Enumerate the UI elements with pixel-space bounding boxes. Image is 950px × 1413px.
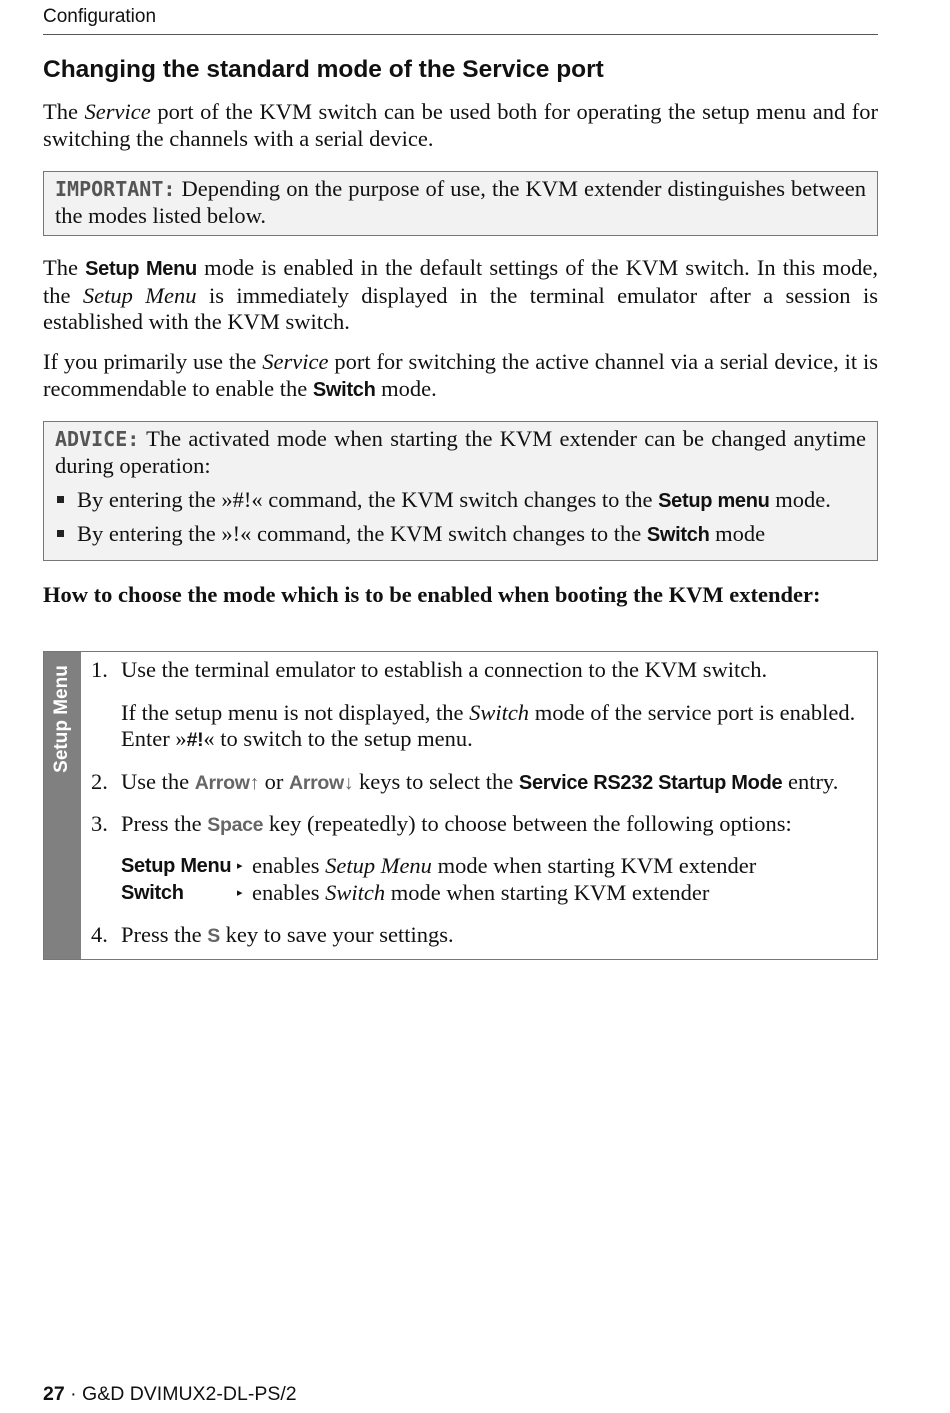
space-key: Space [207,814,264,836]
step-2: 2. Use the Arrow↑ or Arrow↓ keys to select the Service RS232 Startup Mode entry. [91,768,839,794]
option-row: Setup Menu ▸ enables Setup Menu mode when starting KVM extender [121,852,757,878]
switch-term: Switch [312,378,376,401]
option-row: Switch ▸ enables Switch mode when starting KVM extender [121,879,710,905]
step-4: 4. Press the S key to save your settings. [91,921,454,947]
advice-list [55,487,866,548]
howto-heading: How to choose the mode which is to be enabled when booting the KVM extender: [43,582,821,607]
important-text: Depending on the purpose of use, the KVM extender distinguishes between the modes listed below. [55,176,866,228]
arrow-down-key: Arrow↓ [289,771,354,794]
step-3: 3. Press the Space key (repeatedly) to choose between the following options: [91,811,792,836]
bullet-icon [57,496,64,503]
bullet-icon [57,530,64,537]
page-footer: 27 · G&D DVIMUX2-DL-PS/2 [43,1383,297,1405]
steps-box [43,651,878,960]
important-label: IMPORTANT: [55,177,176,201]
steps-list [91,657,871,949]
service-term: Service [84,99,151,124]
list-item: By entering the »!« command, the KVM switch changes to the Switch mode [55,521,866,549]
options-table [91,853,871,907]
intro-paragraph: The Service port of the KVM switch can be used both for operating the setup menu and for switching the channels with a serial device. [43,99,878,151]
step-1-note: If the setup menu is not displayed, the Switch mode of the service port is enabled. Enter »#!« to switch to the setup menu. [121,699,856,751]
advice-label: ADVICE: [55,427,140,451]
s-key: S [207,924,220,947]
advice-note [43,421,878,561]
arrow-right-icon: ▸ [237,859,243,872]
running-header: Configuration [43,6,878,35]
setup-menu-term: Setup Menu [85,258,197,280]
switch-mode-paragraph: If you primarily use the Service port for switching the active channel via a serial device, it is recommendable to enable the Switch mode. [43,349,878,401]
advice-text: The activated mode when starting the KVM extender can be changed anytime during operation: [55,426,866,478]
arrow-up-key: Arrow↑ [194,771,260,794]
product-name: G&D DVIMUX2-DL-PS/2 [82,1383,297,1405]
side-tab [44,652,81,959]
section-title: Changing the standard mode of the Service port [43,56,604,83]
page-number: 27 [43,1383,65,1405]
side-tab-label: Setup Menu [51,665,72,773]
step-1: 1. Use the terminal emulator to establish a connection to the KVM switch. [91,657,768,682]
setup-menu-paragraph: The Setup Menu mode is enabled in the default settings of the KVM switch. In this mode, the Setup Menu is immediately displayed in the terminal emulator after a session is established with the KVM switch. [43,255,878,334]
important-note [43,171,878,236]
list-item: By entering the »#!« command, the KVM switch changes to the Setup menu mode. [55,487,866,515]
arrow-right-icon: ▸ [237,886,243,899]
startup-mode-entry: Service RS232 Startup Mode [518,771,783,794]
